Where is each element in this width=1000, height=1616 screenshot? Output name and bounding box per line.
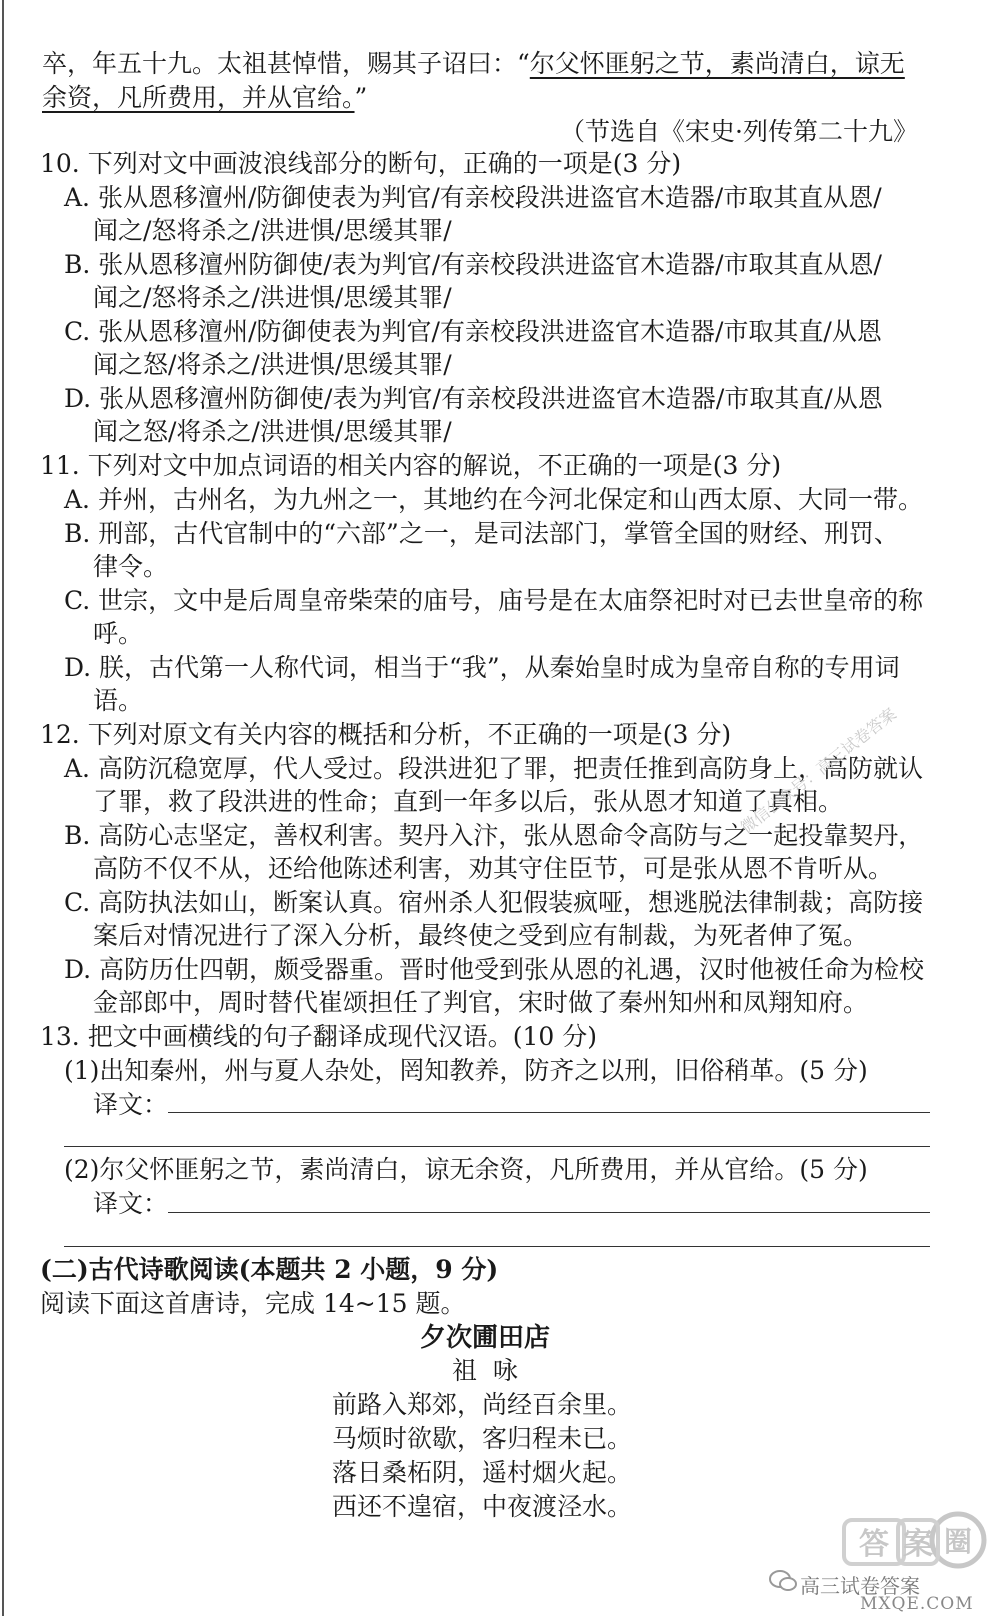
translation-prompt-2: (2)尔父怀匪躬之节，素尚清白，谅无余资，凡所费用，并从官给。(5 分)	[64, 1155, 868, 1184]
wechat-icon	[768, 1568, 798, 1594]
answer-line	[168, 1212, 930, 1213]
underlined-sentence: 尔父怀匪躬之节，素尚清白，谅无	[529, 49, 905, 78]
answer-line	[64, 1246, 930, 1247]
underlined-sentence: 余资，凡所费用，并从官给。	[42, 83, 355, 112]
option-10-a: A. 张从恩移澶州/防御使表为判官/有亲校段洪进盗官木造器/市取其直从恩/	[64, 183, 882, 212]
poem-title: 夕次圃田店	[420, 1323, 551, 1353]
question-13-stem: 13. 把文中画横线的句子翻译成现代汉语。(10 分)	[40, 1022, 597, 1051]
option-11-b: B. 刑部，古代官制中的“六部”之一，是司法部门，掌管全国的财经、刑罚、	[64, 519, 899, 548]
scan-edge-line	[2, 0, 4, 1616]
diagonal-watermark: 微信公众号：高三试卷答案	[736, 704, 900, 838]
question-10-stem: 10. 下列对文中画波浪线部分的断句，正确的一项是(3 分)	[40, 149, 682, 178]
translation-prompt-1: (1)出知秦州，州与夏人杂处，罔知教养，防齐之以刑，旧俗稍革。(5 分)	[64, 1056, 868, 1085]
option-11-c: C. 世宗，文中是后周皇帝柴荣的庙号，庙号是在太庙祭祀时对已去世皇帝的称	[64, 586, 924, 615]
question-11-stem: 11. 下列对文中加点词语的相关内容的解说，不正确的一项是(3 分)	[40, 451, 782, 480]
option-11-d-cont: 语。	[93, 686, 144, 715]
svg-text:案: 案	[903, 1527, 933, 1562]
option-12-b-cont: 高防不仅不从，还给他陈述利害，劝其守住臣节，可是张从恩不肯听从。	[93, 854, 894, 883]
logo-caption: 高三试卷答案	[800, 1574, 920, 1598]
poem-line-2: 马烦时欲歇，客归程未已。	[332, 1424, 633, 1453]
source-citation: （节选自《宋史·列传第二十九》	[560, 117, 918, 146]
option-12-c-cont: 案后对情况进行了深入分析，最终使之受到应有制裁，为死者伸了冤。	[93, 921, 869, 950]
svg-text:答: 答	[859, 1527, 889, 1562]
passage-text: ”	[354, 83, 368, 112]
answer-line	[168, 1112, 930, 1113]
svg-text:圈: 圈	[943, 1525, 973, 1558]
option-10-a-cont: 闻之/怒将杀之/洪进惧/思缓其罪/	[93, 216, 452, 245]
passage-text: 卒，年五十九。太祖甚悼惜，赐其子诏曰：“	[42, 49, 530, 78]
option-10-c-cont: 闻之怒/将杀之/洪进惧/思缓其罪/	[93, 350, 452, 379]
option-11-d: D. 朕，古代第一人称代词，相当于“我”，从秦始皇时成为皇帝自称的专用词	[64, 653, 900, 682]
question-12-stem: 12. 下列对原文有关内容的概括和分析，不正确的一项是(3 分)	[40, 720, 732, 749]
section-heading: (二)古代诗歌阅读(本题共 2 小题，9 分)	[40, 1255, 499, 1284]
option-12-d: D. 高防历仕四朝，颇受器重。晋时他受到张从恩的礼遇，汉时他被任命为检校	[64, 955, 925, 984]
watermark-url: MXQE.COM	[860, 1594, 974, 1614]
answer-line	[64, 1146, 930, 1147]
poem-line-1: 前路入郑郊，尚经百余里。	[332, 1390, 633, 1419]
option-11-b-cont: 律令。	[93, 552, 169, 581]
option-12-c: C. 高防执法如山，断案认真。宿州杀人犯假装疯哑，想逃脱法律制裁；高防接	[64, 888, 924, 917]
option-11-a: A. 并州，古州名，为九州之一，其地约在今河北保定和山西太原、大同一带。	[64, 485, 923, 514]
section-instruction: 阅读下面这首唐诗，完成 14~15 题。	[40, 1289, 466, 1318]
option-10-d: D. 张从恩移澶州防御使/表为判官/有亲校段洪进盗官木造器/市取其直/从恩	[64, 384, 883, 413]
translation-label-2: 译文：	[93, 1189, 169, 1218]
poem-line-4: 西还不遑宿，中夜渡泾水。	[332, 1492, 633, 1521]
passage-line-2	[42, 81, 367, 115]
poem-author: 祖 咏	[452, 1356, 518, 1385]
option-10-b-cont: 闻之/怒将杀之/洪进惧/思缓其罪/	[93, 283, 452, 312]
option-10-d-cont: 闻之怒/将杀之/洪进惧/思缓其罪/	[93, 417, 452, 446]
option-12-b: B. 高防心志坚定，善权利害。契丹入汴，张从恩命令高防与之一起投靠契丹，	[64, 821, 924, 850]
passage-line-1	[42, 47, 905, 81]
option-12-a: A. 高防沉稳宽厚，代人受过。段洪进犯了罪，把责任推到高防身上，高防就认	[64, 754, 923, 783]
option-10-b: B. 张从恩移澶州防御使/表为判官/有亲校段洪进盗官木造器/市取其直从恩/	[64, 250, 882, 279]
option-12-a-cont: 了罪，救了段洪进的性命；直到一年多以后，张从恩才知道了真相。	[93, 787, 844, 816]
option-11-c-cont: 呼。	[93, 619, 144, 648]
poem-line-3: 落日桑柘阴，遥村烟火起。	[332, 1458, 633, 1487]
option-12-d-cont: 金部郎中，周时替代崔颂担任了判官，宋时做了秦州知州和凤翔知府。	[93, 988, 869, 1017]
option-10-c: C. 张从恩移澶州/防御使表为判官/有亲校段洪进盗官木造器/市取其直/从恩	[64, 317, 882, 346]
translation-label-1: 译文：	[93, 1090, 169, 1119]
